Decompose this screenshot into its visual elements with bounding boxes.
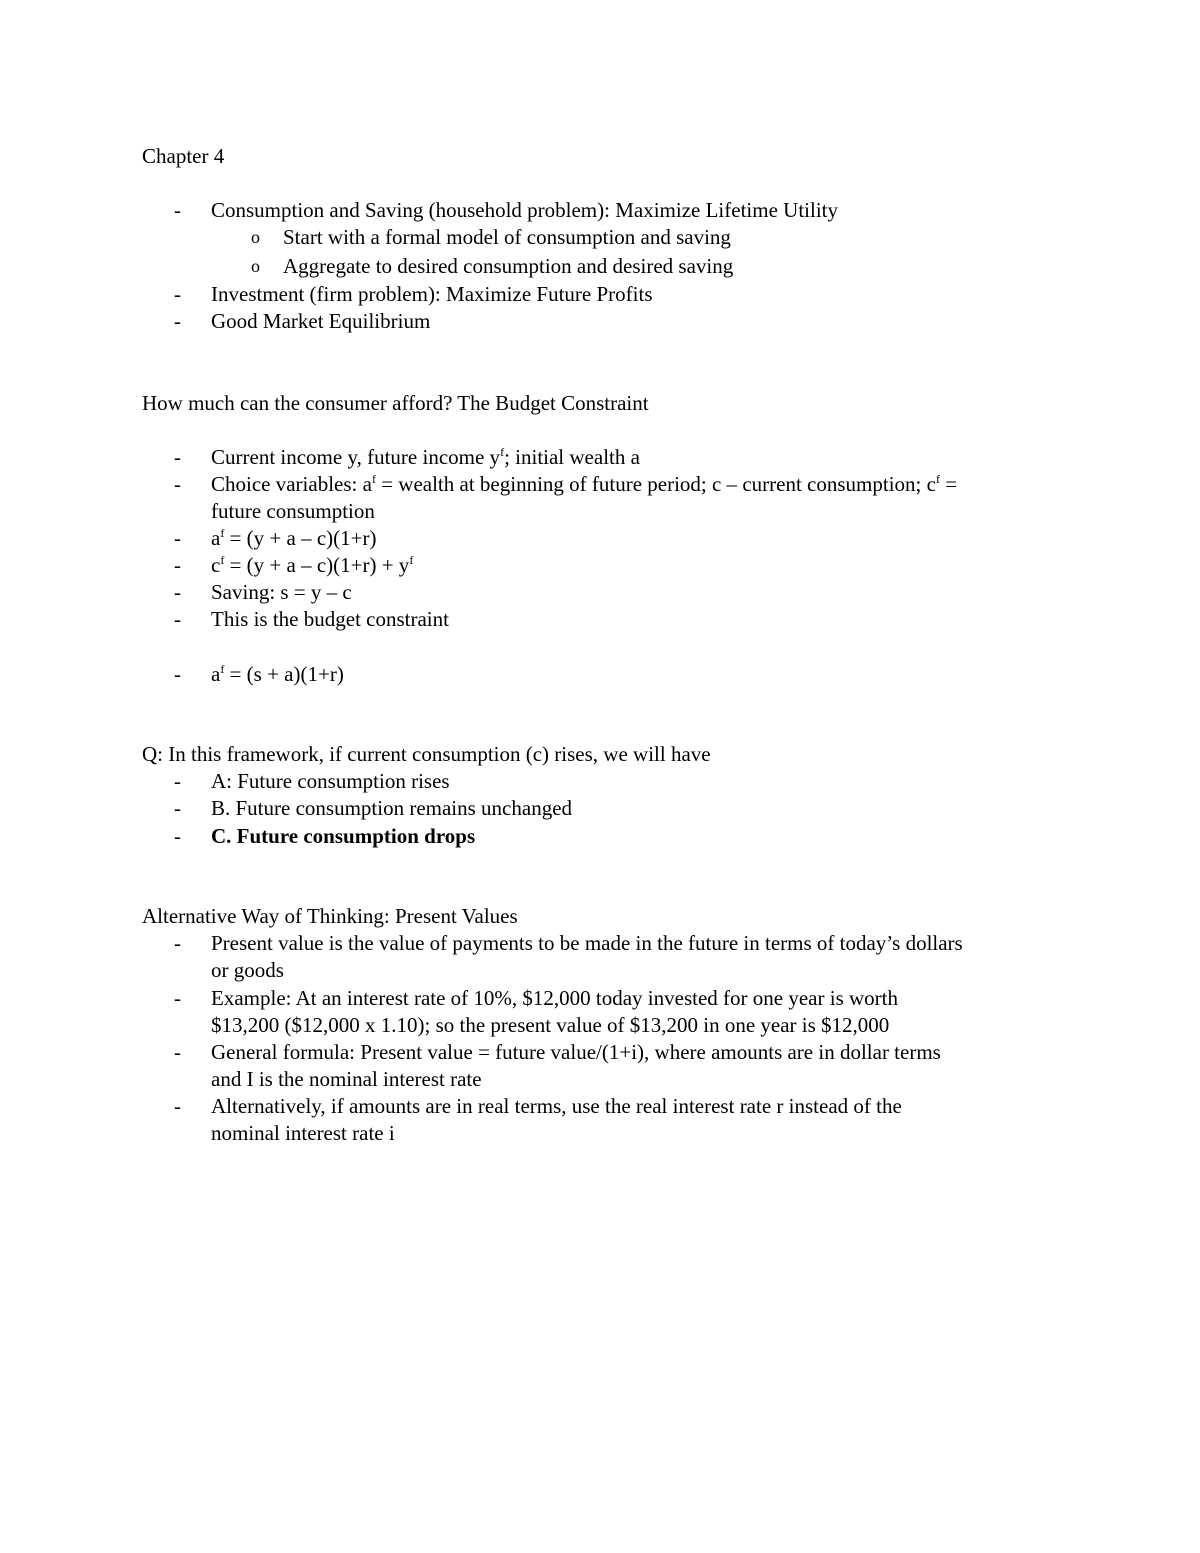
budget-heading: How much can the consumer afford? The Budget Constraint	[142, 391, 649, 415]
answer-option-b: B. Future consumption remains unchanged	[211, 796, 573, 820]
pv-item-real-terms: Alternatively, if amounts are in real terms, use the real interest rate r instead of the	[211, 1094, 902, 1118]
bullet-dash: -	[174, 824, 181, 848]
bullet-dash: -	[174, 580, 181, 604]
pv-item-real-terms-cont: nominal interest rate i	[211, 1121, 395, 1145]
bullet-dash: -	[174, 472, 181, 496]
budget-item-saving: Saving: s = y – c	[211, 580, 352, 604]
bullet-dash: -	[174, 526, 181, 550]
bullet-dash: -	[174, 282, 181, 306]
pv-item-formula-cont: and I is the nominal interest rate	[211, 1067, 482, 1091]
present-values-heading: Alternative Way of Thinking: Present Values	[142, 904, 518, 928]
budget-item-choice-variables: Choice variables: $a^f$ = wealth at beginning of future period; c – current consumption; $c^f$ =	[211, 472, 958, 496]
bullet-circle: o	[251, 227, 260, 247]
bullet-dash: -	[174, 931, 181, 955]
answer-option-c-correct: C. Future consumption drops	[211, 824, 476, 848]
overview-subitem-aggregate: Aggregate to desired consumption and desired saving	[283, 254, 734, 278]
overview-item-goods-market: Good Market Equilibrium	[211, 309, 431, 333]
pv-item-formula: General formula: Present value = future value/(1+i), where amounts are in dollar terms	[211, 1040, 941, 1064]
bullet-dash: -	[174, 769, 181, 793]
overview-item-consumption-saving: Consumption and Saving (household problem): Maximize Lifetime Utility	[211, 198, 838, 222]
budget-item-constraint: This is the budget constraint	[211, 607, 449, 631]
bullet-dash: -	[174, 553, 181, 577]
bullet-circle: o	[251, 256, 260, 276]
bullet-dash: -	[174, 662, 181, 686]
pv-item-example-cont: $13,200 ($12,000 x 1.10); so the present value of $13,200 in one year is $12,000	[211, 1013, 890, 1037]
bullet-dash: -	[174, 607, 181, 631]
bullet-dash: -	[174, 1040, 181, 1064]
bullet-dash: -	[174, 1094, 181, 1118]
answer-option-a: A: Future consumption rises	[211, 769, 450, 793]
bullet-dash: -	[174, 986, 181, 1010]
budget-item-future-consumption: $c^f = (y + a - c)(1+r) + y^f$	[211, 553, 414, 577]
chapter-title: Chapter 4	[142, 144, 225, 168]
bullet-dash: -	[174, 445, 181, 469]
overview-subitem-formal-model: Start with a formal model of consumption and saving	[283, 225, 731, 249]
bullet-dash: -	[174, 198, 181, 222]
pv-item-example: Example: At an interest rate of 10%, $12,000 today invested for one year is worth	[211, 986, 898, 1010]
bullet-dash: -	[174, 309, 181, 333]
overview-item-investment: Investment (firm problem): Maximize Future Profits	[211, 282, 653, 306]
question-text: Q: In this framework, if current consumption (c) rises, we will have	[142, 742, 711, 766]
bullet-dash: -	[174, 796, 181, 820]
budget-item-future-wealth: $a^f = (y + a - c)(1+r)$	[211, 526, 377, 550]
budget-item-choice-variables-cont: future consumption	[211, 499, 375, 523]
pv-item-definition: Present value is the value of payments to be made in the future in terms of today’s dollars	[211, 931, 963, 955]
budget-item-wealth-saving: $a^f = (s + a)(1+r)$	[211, 662, 344, 686]
budget-item-income: Current income y, future income $y^f$; initial wealth a	[211, 445, 640, 469]
pv-item-definition-cont: or goods	[211, 958, 284, 982]
